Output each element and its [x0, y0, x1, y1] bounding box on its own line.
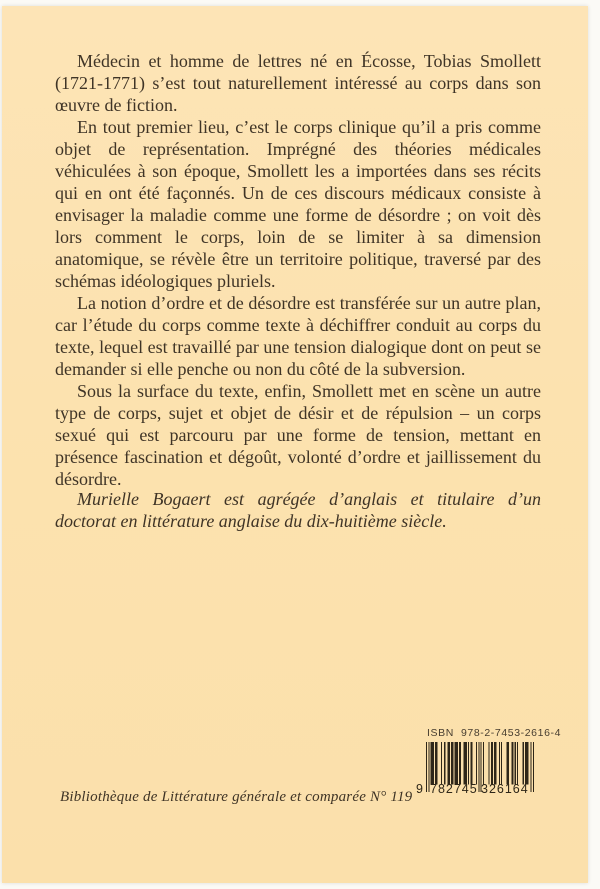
blurb-paragraph-2: En tout premier lieu, c’est le corps clinique qu’il a pris comme objet de représentation. Imprégné des théories médicales véhiculées à son époque, Smollett les a importées dans ses récits qui en ont été façonnés. Un de ces discours médicaux consiste à envisager la maladie comme une forme de désordre ; on voit dès lors comment le corps, loin de se limiter à sa dimension anatomique, se révèle être un territoire politique, traversé par des schémas idéologiques pluriels. [55, 117, 541, 291]
series-line: Bibliothèque de Littérature générale et comparée N° 119 [60, 789, 413, 805]
isbn-label: ISBN 978-2-7453-2616-4 [427, 727, 562, 739]
blurb-paragraph-4: Sous la surface du texte, enfin, Smollett met en scène un autre type de corps, sujet et objet de désir et de répulsion – un corps sexué qui est parcouru par une forme de tension, mettant en présence fascination et dégoût, volonté d’ordre et jaillissement du désordre. [55, 381, 541, 489]
author-bio: Murielle Bogaert est agrégée d’anglais et titulaire d’un doctorat en littérature anglaise du dix-huitième siècle. [55, 489, 541, 531]
barcode-block [416, 727, 562, 796]
ean-right-digit-group: 326164 [481, 782, 529, 796]
ean-lead-digit: 9 [416, 782, 423, 796]
book-back-cover [2, 6, 588, 883]
blurb-paragraph-3: La notion d’ordre et de désordre est transférée sur un autre plan, car l’étude du corps comme texte à déchiffrer conduit au corps du texte, lequel est travaillé par une tension dialogique dont on peut se demander si elle penche ou non du côté de la subversion. [55, 293, 541, 379]
ean13-barcode [416, 742, 534, 796]
ean-left-digit-group: 782745 [430, 782, 478, 796]
blurb-paragraph-1: Médecin et homme de lettres né en Écosse, Tobias Smollett (1721-1771) s’est tout naturellement intéressé au corps dans son œuvre de fiction. [55, 51, 541, 115]
blurb-text-block [55, 50, 541, 490]
